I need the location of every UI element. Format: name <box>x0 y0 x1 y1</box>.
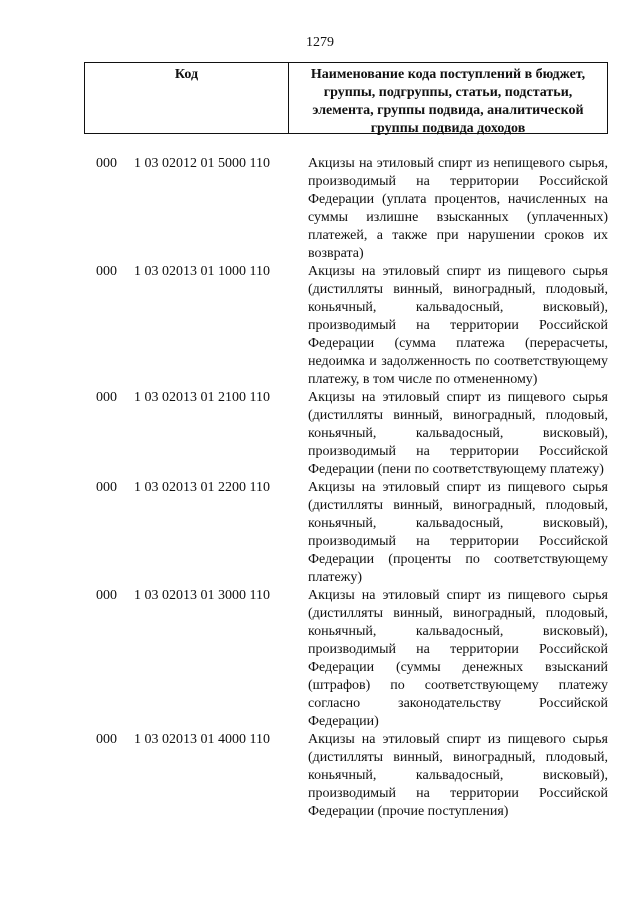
admin-code: 000 <box>96 390 117 405</box>
code-description: Акцизы на этиловый спирт из пищевого сырья (дистилляты винный, виноградный, плодовый, коньячный, кальвадосный, висковый), производимый на территории Российской Федерации (проценты по соответствующему платежу) <box>308 480 608 585</box>
table-row <box>84 389 608 479</box>
budget-code: 1 03 02013 01 3000 110 <box>134 588 270 603</box>
header-code-column: Код <box>85 63 289 133</box>
code-description: Акцизы на этиловый спирт из пищевого сырья (дистилляты винный, виноградный, плодовый, коньячный, кальвадосный, висковый), производимый на территории Российской Федерации (сумма платежа (перерасчеты, недоимка и задолженность по соответствующему платежу, в том числе по отмененному) <box>308 264 608 387</box>
code-description: Акцизы на этиловый спирт из непищевого сырья, производимый на территории Российской Федерации (уплата процентов, начисленных на суммы излишне взысканных (уплаченных) платежей, а также при нарушении сроков их возврата) <box>308 156 608 261</box>
budget-code: 1 03 02013 01 2200 110 <box>134 480 270 495</box>
code-description: Акцизы на этиловый спирт из пищевого сырья (дистилляты винный, виноградный, плодовый, коньячный, кальвадосный, висковый), производимый на территории Российской Федерации (суммы денежных взысканий (штрафов) по соответствующему платежу согласно законодательству Российской Федерации) <box>308 588 608 729</box>
code-description: Акцизы на этиловый спирт из пищевого сырья (дистилляты винный, виноградный, плодовый, коньячный, кальвадосный, висковый), производимый на территории Российской Федерации (пени по соответствующему платежу) <box>308 390 608 477</box>
admin-code: 000 <box>96 732 117 747</box>
header-name-column: Наименование кода поступлений в бюджет, группы, подгруппы, статьи, подстатьи, элемента, группы подвида, аналитической группы подвида доходов <box>310 67 586 136</box>
table-row <box>84 479 608 587</box>
admin-code: 000 <box>96 264 117 279</box>
table-row <box>84 587 608 731</box>
budget-code: 1 03 02013 01 4000 110 <box>134 732 270 747</box>
admin-code: 000 <box>96 156 117 171</box>
admin-code: 000 <box>96 588 117 603</box>
table-row <box>84 263 608 389</box>
entries-list <box>84 155 608 821</box>
code-description: Акцизы на этиловый спирт из пищевого сырья (дистилляты винный, виноградный, плодовый, коньячный, кальвадосный, висковый), производимый на территории Российской Федерации (прочие поступления) <box>308 732 608 819</box>
budget-code: 1 03 02013 01 1000 110 <box>134 264 270 279</box>
budget-code: 1 03 02012 01 5000 110 <box>134 156 270 171</box>
budget-code: 1 03 02013 01 2100 110 <box>134 390 270 405</box>
table-header <box>84 62 608 134</box>
table-row <box>84 731 608 821</box>
page-number: 1279 <box>306 35 334 50</box>
table-row <box>84 155 608 263</box>
admin-code: 000 <box>96 480 117 495</box>
